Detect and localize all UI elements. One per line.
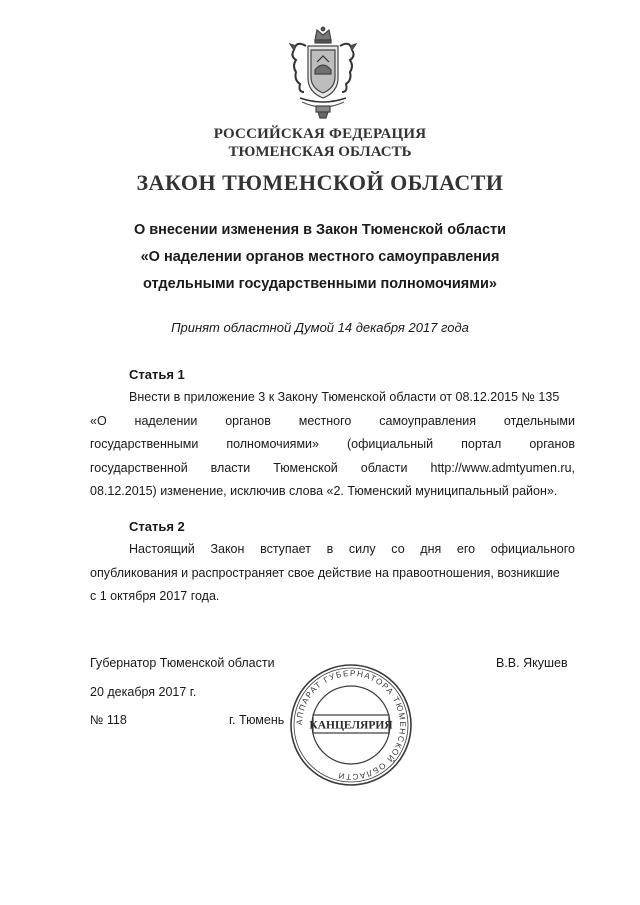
article1-line: Внести в приложение 3 к Закону Тюменской области от 08.12.2015 № 135 (129, 390, 560, 404)
law-number: № 118 (90, 713, 127, 727)
article1-heading: Статья 1 (129, 367, 185, 382)
stamp-center-text: КАНЦЕЛЯРИЯ (309, 719, 393, 732)
office-stamp-icon (289, 663, 413, 787)
article2-line: опубликования и распространяет свое действие на правоотношения, возникшие (90, 565, 560, 580)
article1-line: государственными полномочиями» (официальный портал органов (90, 437, 575, 451)
law-title (0, 217, 640, 298)
article1-line: «О наделении органов местного самоуправления отдельными (90, 413, 575, 428)
article1-text (90, 386, 575, 504)
stamp-ring-text: АППАРАТ ГУБЕРНАТОРА ТЮМЕНСКОЙ ОБЛАСТИ (294, 668, 408, 782)
country-heading: РОССИЙСКАЯ ФЕДЕРАЦИЯ (213, 126, 427, 142)
signatory-name: В.В. Якушев (496, 656, 568, 670)
article1-line: 08.12.2015) изменение, исключив слова «2. Тюменский муниципальный район». (90, 484, 558, 498)
article1-line: государственной власти Тюменской области http://www.admtyumen.ru, (90, 460, 575, 475)
region-heading: ТЮМЕНСКАЯ ОБЛАСТЬ (228, 144, 412, 160)
article2-line: Настоящий Закон вступает в силу со дня его официального (129, 542, 575, 556)
article2-text (90, 538, 575, 609)
title-line: отдельными государственными полномочиями» (143, 276, 497, 292)
article2-heading: Статья 2 (129, 519, 185, 534)
signing-city: г. Тюмень (229, 713, 285, 727)
title-line: О внесении изменения в Закон Тюменской области (133, 222, 507, 238)
signatory-position: Губернатор Тюменской области (90, 656, 275, 670)
article2-line: с 1 октября 2017 года. (90, 589, 220, 603)
document-type-heading: ЗАКОН ТЮМЕНСКОЙ ОБЛАСТИ (136, 170, 504, 195)
signing-date: 20 декабря 2017 г. (90, 685, 197, 699)
title-line: «О наделении органов местного самоуправления (140, 249, 500, 265)
coat-of-arms-icon (282, 26, 364, 122)
adoption-note: Принят областной Думой 14 декабря 2017 года (171, 320, 469, 335)
